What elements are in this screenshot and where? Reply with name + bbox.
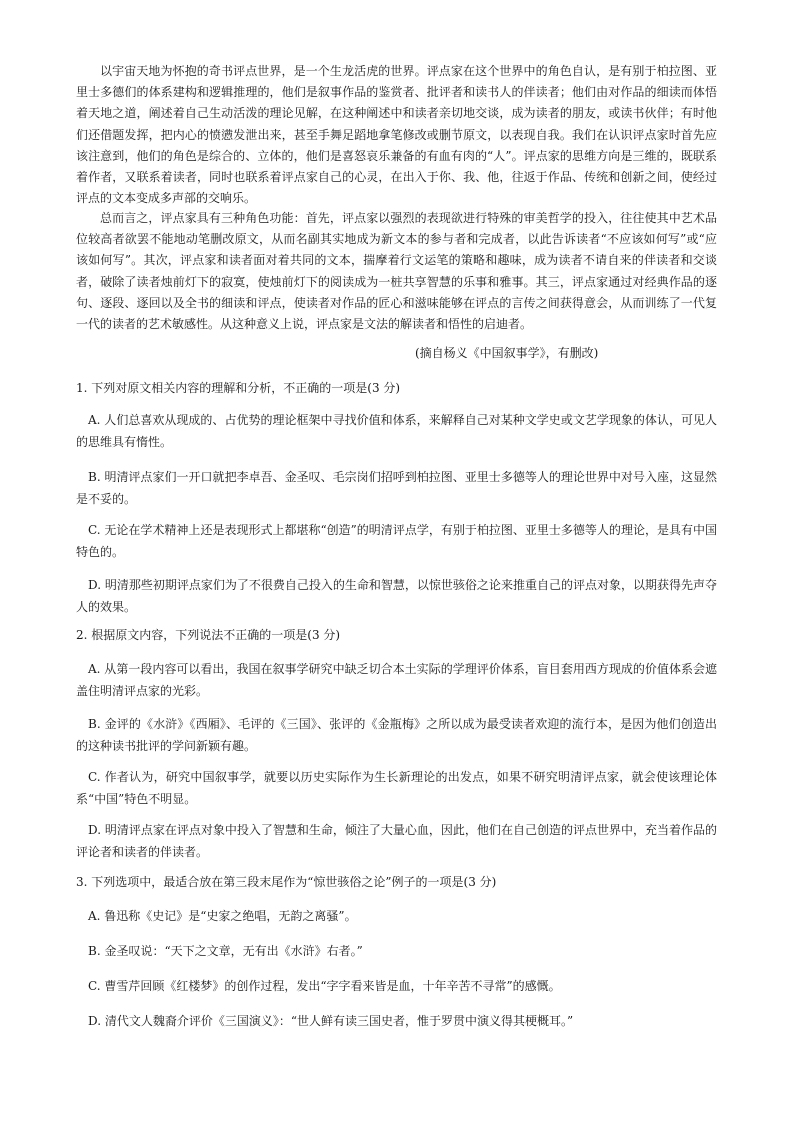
question-3-option-d: D. 清代文人魏裔介评价《三国演义》：“世人鲜有读三国史者，惟于罗贯中演义得其梗概耳。” [88, 1014, 574, 1028]
question-1-option-d: D. 明清那些初期评点家们为了不很费自己投入的生命和智慧，以惊世骇俗之论来推重自己的评点对象，以期获得先声夺人的效果。 [76, 578, 717, 614]
question-2-option-a: A. 从第一段内容可以看出，我国在叙事学研究中缺乏切合本土实际的学理评价体系，盲目套用西方现成的价值体系会遮盖住明清评点家的光彩。 [76, 662, 717, 698]
question-2-option-b: B. 金评的《水浒》《西厢》、毛评的《三国》、张评的《金瓶梅》之所以成为最受读者欢迎的流行本，是因为他们创造出的这种读书批评的学问新颖有趣。 [76, 717, 717, 753]
question-3-option-a: A. 鲁迅称《史记》是“史家之绝唱，无韵之离骚”。 [88, 909, 357, 923]
question-1-option-c: C. 无论在学术精神上还是表现形式上都堪称“创造”的明清评点学，有别于柏拉图、亚里士多德等人的理论，是具有中国特色的。 [76, 523, 717, 559]
question-3-option-c: C. 曹雪芹回顾《红楼梦》的创作过程，发出“字字看来皆是血，十年辛苦不寻常”的感慨。 [88, 979, 561, 993]
question-1-option-a: A. 人们总喜欢从现成的、占优势的理论框架中寻找价值和体系，来解释自己对某种文学史或文艺学现象的体认，可见人的思维具有惰性。 [76, 413, 717, 449]
question-3-stem: 3. 下列选项中，最适合放在第三段末尾作为“惊世骇俗之论”例子的一项是(3 分) [76, 875, 497, 889]
question-2-option-c: C. 作者认为，研究中国叙事学，就要以历史实际作为生长新理论的出发点，如果不研究明清评点家，就会使该理论体系“中国”特色不明显。 [76, 770, 717, 806]
question-3-option-b: B. 金圣叹说：“天下之文章，无有出《水浒》右者。” [88, 944, 363, 958]
question-2-option-d: D. 明清评点家在评点对象中投入了智慧和生命，倾注了大量心血，因此，他们在自己创造的评点世界中，充当着作品的评论者和读者的伴读者。 [76, 823, 717, 859]
passage-paragraph-2: 总而言之，评点家具有三种角色功能：首先，评点家以强烈的表现欲进行特殊的审美哲学的投入，往往使其中艺术品位较高者欲罢不能地动笔删改原文，从而名副其实地成为新文本的参与者和完成者，以此告诉读者“不应该如何写”或“应该如何写”。其次，评点家和读者面对着共同的文本，揣摩着行文运笔的策略和趣味，成为读者不请自来的伴读者和交谈者，破除了读者烛前灯下的寂寞，使烛前灯下的阅读成为一桩共享智慧的乐事和雅事。其三，评点家通过对经典作品的逐句、逐段、逐回以及全书的细读和评点，使读者对作品的匠心和滋味能够在评点的言传之间获得意会，从而训练了一代复一代的读者的艺术敏感性。从这种意义上说，评点家是文法的解读者和悟性的启迪者。 [76, 211, 717, 332]
passage-paragraph-1: 以宇宙天地为怀抱的奇书评点世界，是一个生龙活虎的世界。评点家在这个世界中的角色自认，是有别于柏拉图、亚里士多德们的体系建构和逻辑推理的，他们是叙事作品的鉴赏者、批评者和读书人的伴读者；他们由对作品的细读而体悟着天地之道，阐述着自己生动活泼的理论见解，在这种阐述中和读者亲切地交谈，成为读者的朋友，或读书伙伴；有时他们还借题发挥，把内心的愤懑发泄出来，甚至手舞足蹈地拿笔修改或删节原文，以表现自我。我们在认识评点家时首先应该注意到，他们的角色是综合的、立体的，他们是喜怒哀乐兼备的有血有肉的“人”。评点家的思维方向是三维的，既联系着作者，又联系着读者，同时也联系着评点家自己的心灵，在出入于你、我、他，往返于作品、传统和创新之间，使经过评点的文本变成多声部的交响乐。 [76, 64, 717, 206]
passage-source: (摘自杨义《中国叙事学》，有删改) [415, 346, 599, 360]
question-1-option-b: B. 明清评点家们一开口就把李卓吾、金圣叹、毛宗岗们招呼到柏拉图、亚里士多德等人的理论世界中对号入座，这显然是不妥的。 [76, 470, 717, 506]
question-2-stem: 2. 根据原文内容，下列说法不正确的一项是(3 分) [76, 628, 341, 642]
question-1-stem: 1. 下列对原文相关内容的理解和分析，不正确的一项是(3 分) [76, 381, 401, 395]
